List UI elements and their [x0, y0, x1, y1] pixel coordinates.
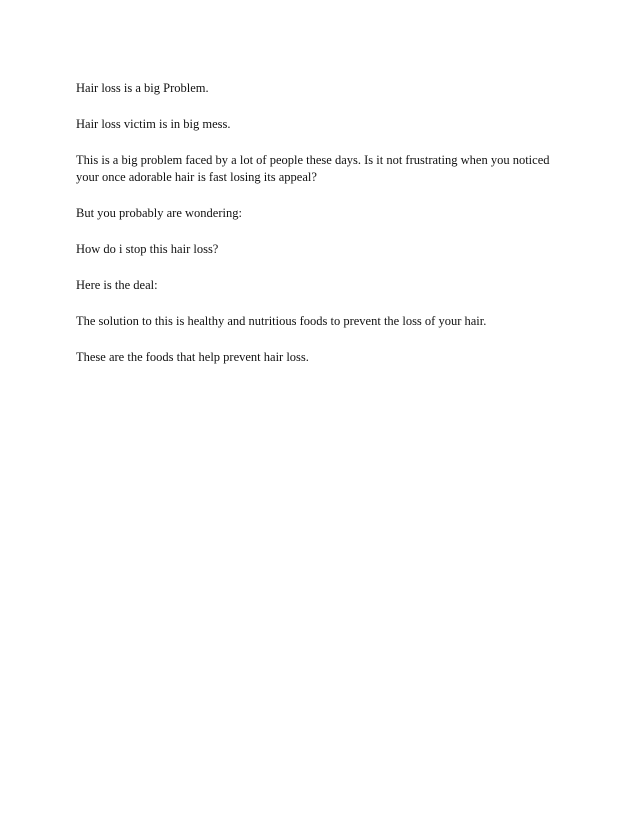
paragraph: Hair loss is a big Problem. [76, 81, 209, 95]
paragraph: The solution to this is healthy and nutritious foods to prevent the loss of your hair. [76, 314, 487, 328]
paragraph: Here is the deal: [76, 278, 158, 292]
paragraph: Hair loss victim is in big mess. [76, 117, 231, 131]
paragraph: These are the foods that help prevent hair loss. [76, 350, 309, 364]
paragraph: But you probably are wondering: [76, 206, 242, 220]
paragraph: How do i stop this hair loss? [76, 242, 219, 256]
document-body [76, 80, 566, 385]
paragraph: This is a big problem faced by a lot of people these days. Is it not frustrating when you noticed your once adorable hair is fast losing its appeal? [76, 153, 550, 184]
